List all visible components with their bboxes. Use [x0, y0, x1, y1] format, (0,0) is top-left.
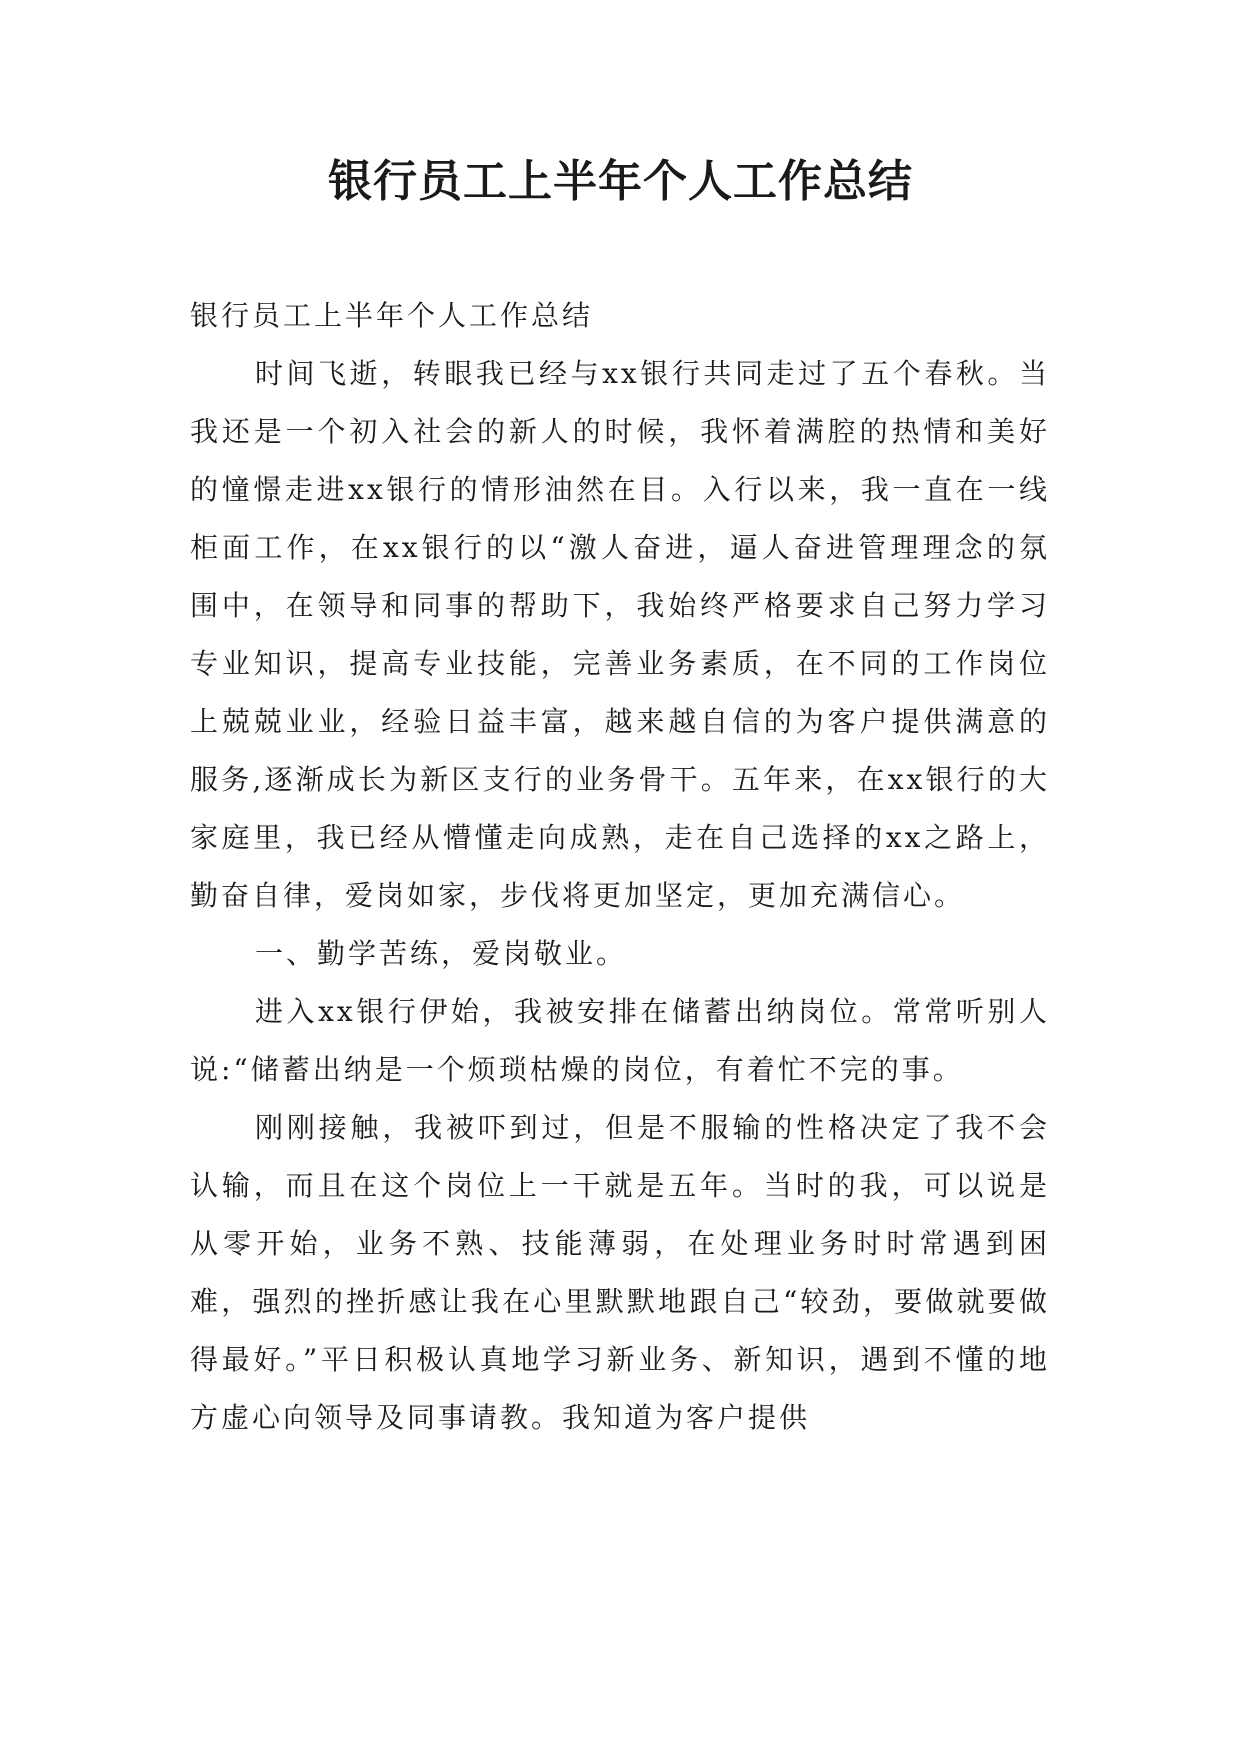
document-body [190, 287, 1050, 1447]
section-heading-1: 一、勤学苦练，爱岗敬业。 [255, 937, 628, 970]
paragraph-section-1b: 刚刚接触，我被吓到过，但是不服输的性格决定了我不会认输，而且在这个岗位上一干就是五年。当时的我，可以说是从零开始，业务不熟、技能薄弱，在处理业务时时常遇到困难，强烈的挫折感让我在心里默默地跟自己“较劲，要做就要做得最好。”平日积极认真地学习新业务、新知识，遇到不懂的地方虚心向领导及同事请教。我知道为客户提供 [190, 1111, 1050, 1434]
paragraph-intro: 时间飞逝，转眼我已经与xx银行共同走过了五个春秋。当我还是一个初入社会的新人的时候，我怀着满腔的热情和美好的憧憬走进xx银行的情形油然在目。入行以来，我一直在一线柜面工作，在xx银行的以“激人奋进，逼人奋进管理理念的氛围中，在领导和同事的帮助下，我始终严格要求自己努力学习专业知识，提高专业技能，完善业务素质，在不同的工作岗位上兢兢业业，经验日益丰富，越来越自信的为客户提供满意的服务,逐渐成长为新区支行的业务骨干。五年来，在xx银行的大家庭里，我已经从懵懂走向成熟，走在自己选择的xx之路上，勤奋自律，爱岗如家，步伐将更加坚定，更加充满信心。 [190, 357, 1050, 912]
document-title: 银行员工上半年个人工作总结 [328, 156, 913, 207]
paragraph-section-1a: 进入xx银行伊始，我被安排在储蓄出纳岗位。常常听别人说:“储蓄出纳是一个烦琐枯燥的岗位，有着忙不完的事。 [190, 995, 1050, 1086]
document-subtitle: 银行员工上半年个人工作总结 [190, 299, 594, 332]
